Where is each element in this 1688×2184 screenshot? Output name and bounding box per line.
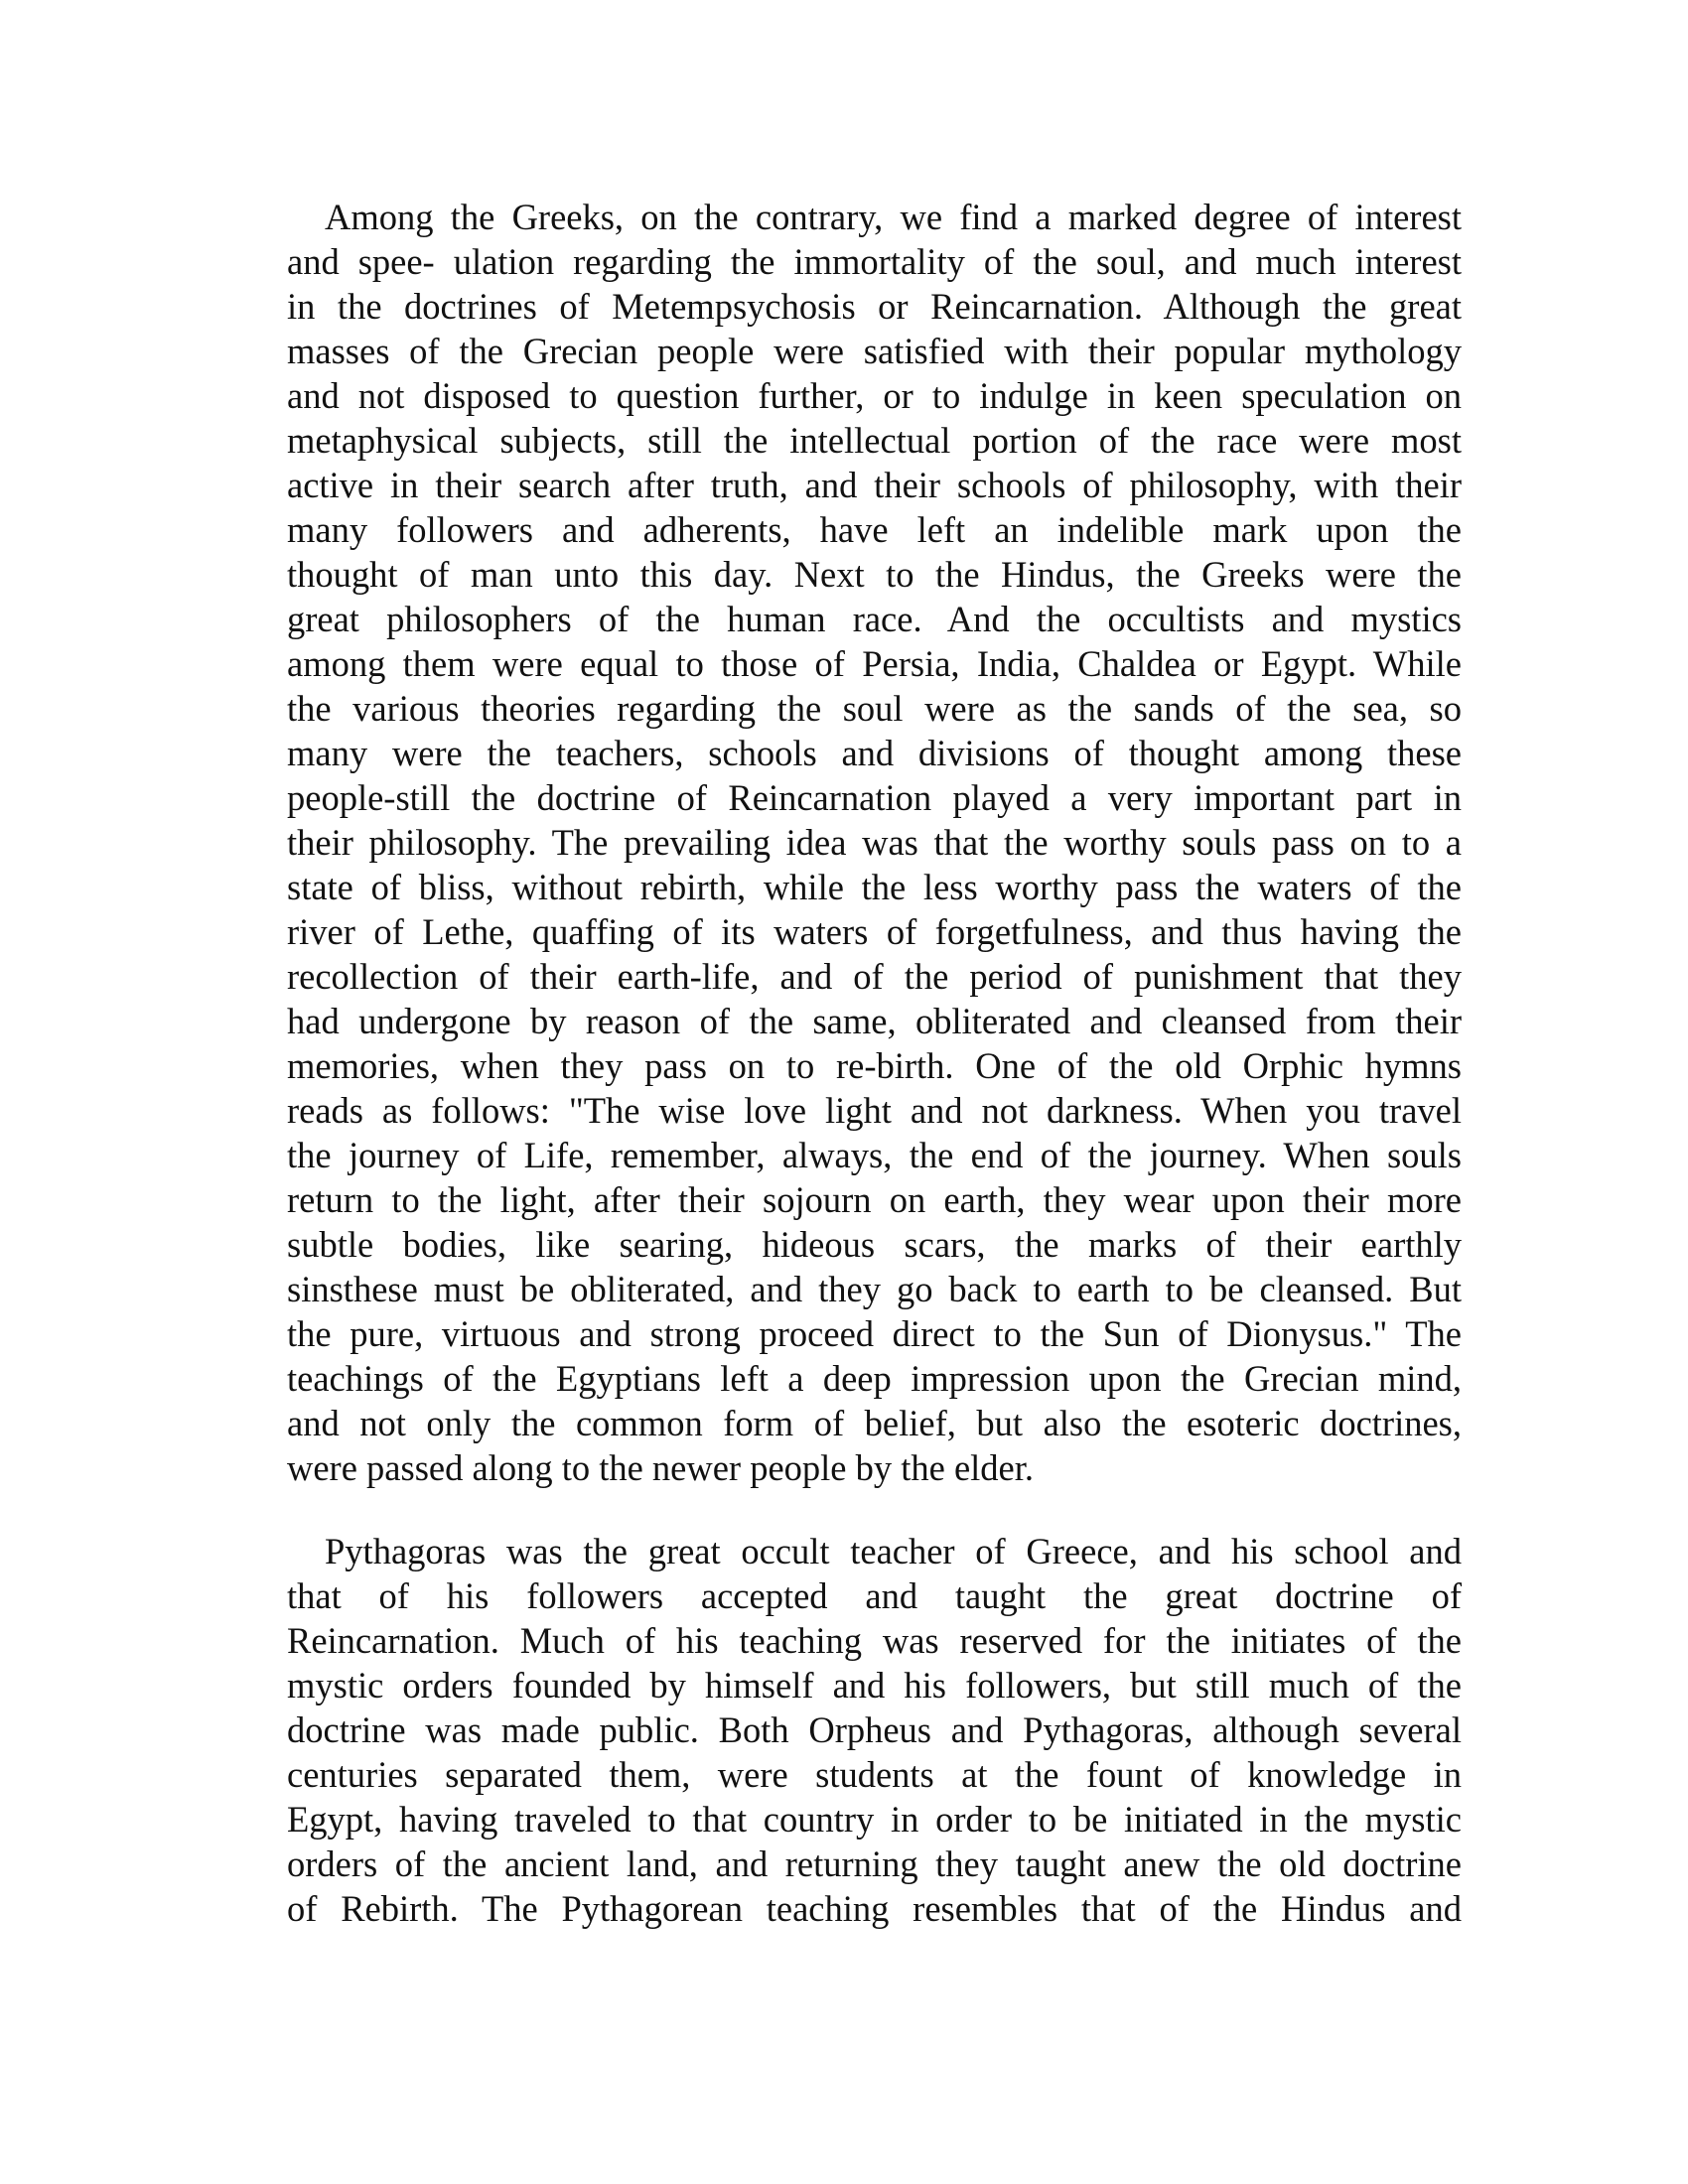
text-line: were passed along to the newer people by the elder. xyxy=(287,1447,1035,1488)
text-line: many followers and adherents, have left an indelible mark upon the xyxy=(287,509,1462,550)
text-line: centuries separated them, were students at the fount of knowledge in xyxy=(287,1754,1462,1795)
text-line: thought of man unto this day. Next to the Hindus, the Greeks were the xyxy=(287,554,1462,595)
text-line: their philosophy. The prevailing idea was that the worthy souls pass on to a xyxy=(287,822,1462,863)
text-line: reads as follows: "The wise love light and not darkness. When you travel xyxy=(287,1090,1462,1131)
text-line: had undergone by reason of the same, obliterated and cleansed from their xyxy=(287,1001,1462,1041)
text-line: Egypt, having traveled to that country in order to be initiated in the mystic xyxy=(287,1799,1462,1840)
text-line: Pythagoras was the great occult teacher of Greece, and his school and xyxy=(325,1531,1462,1571)
text-line: subtle bodies, like searing, hideous scars, the marks of their earthly xyxy=(287,1224,1462,1265)
text-line: and spee- ulation regarding the immortality of the soul, and much interest xyxy=(287,241,1462,282)
text-line: teachings of the Egyptians left a deep impression upon the Grecian mind, xyxy=(287,1358,1462,1399)
text-line: the pure, virtuous and strong proceed direct to the Sun of Dionysus." The xyxy=(287,1313,1462,1354)
text-line: return to the light, after their sojourn on earth, they wear upon their more xyxy=(287,1179,1462,1220)
paragraph-pythagoras xyxy=(287,1529,1462,1931)
text-line: sinsthese must be obliterated, and they go back to earth to be cleansed. But xyxy=(287,1269,1462,1309)
text-line: memories, when they pass on to re-birth. One of the old Orphic hymns xyxy=(287,1045,1462,1086)
text-line: the journey of Life, remember, always, the end of the journey. When souls xyxy=(287,1135,1462,1175)
text-line: people-still the doctrine of Reincarnation played a very important part in xyxy=(287,777,1462,818)
text-line: that of his followers accepted and taught the great doctrine of xyxy=(287,1575,1462,1616)
text-line: doctrine was made public. Both Orpheus and Pythagoras, although several xyxy=(287,1709,1462,1750)
text-line: orders of the ancient land, and returning they taught anew the old doctrine xyxy=(287,1843,1462,1884)
text-line: among them were equal to those of Persia, India, Chaldea or Egypt. While xyxy=(287,643,1462,684)
text-line: active in their search after truth, and their schools of philosophy, with their xyxy=(287,465,1462,505)
text-line: and not disposed to question further, or to indulge in keen speculation on xyxy=(287,375,1462,416)
text-line: metaphysical subjects, still the intellectual portion of the race were most xyxy=(287,420,1462,461)
text-line: and not only the common form of belief, but also the esoteric doctrines, xyxy=(287,1403,1462,1443)
text-line: of Rebirth. The Pythagorean teaching resembles that of the Hindus and xyxy=(287,1888,1462,1929)
text-line: recollection of their earth-life, and of the period of punishment that they xyxy=(287,956,1462,997)
text-line: mystic orders founded by himself and his followers, but still much of the xyxy=(287,1665,1462,1706)
text-line: in the doctrines of Metempsychosis or Reincarnation. Although the great xyxy=(287,286,1462,327)
text-line: many were the teachers, schools and divisions of thought among these xyxy=(287,733,1462,773)
text-line: great philosophers of the human race. And the occultists and mystics xyxy=(287,599,1462,639)
paragraph-greeks xyxy=(287,195,1462,1490)
document-page xyxy=(287,195,1462,1931)
text-line: river of Lethe, quaffing of its waters of forgetfulness, and thus having the xyxy=(287,911,1462,952)
text-line: Reincarnation. Much of his teaching was reserved for the initiates of the xyxy=(287,1620,1462,1661)
text-line: state of bliss, without rebirth, while the less worthy pass the waters of the xyxy=(287,867,1462,907)
text-line: Among the Greeks, on the contrary, we find a marked degree of interest xyxy=(325,197,1462,237)
text-line: masses of the Grecian people were satisfied with their popular mythology xyxy=(287,331,1462,371)
text-line: the various theories regarding the soul were as the sands of the sea, so xyxy=(287,688,1462,729)
